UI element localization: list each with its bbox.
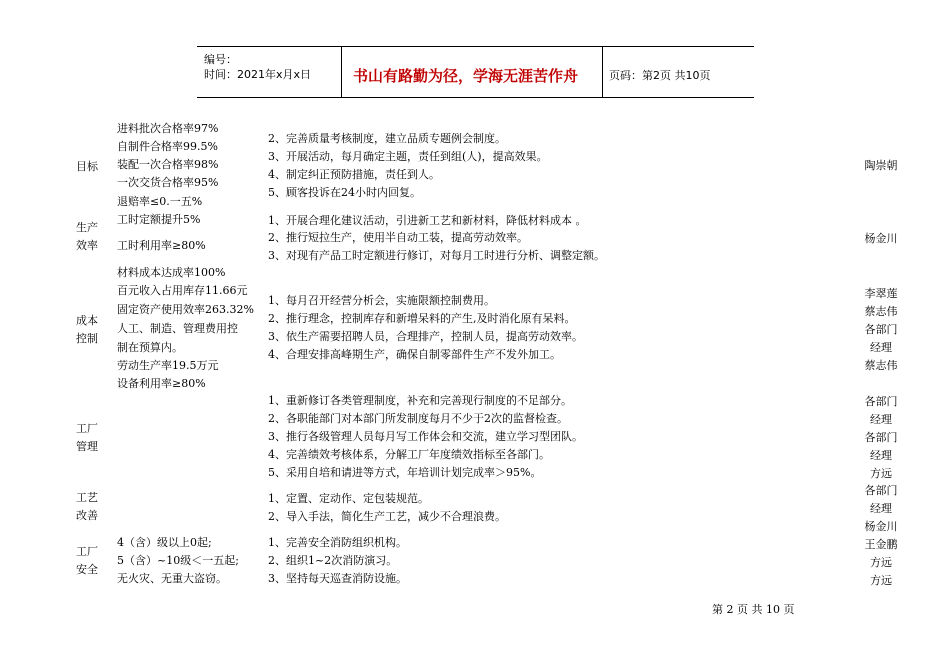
section-title: 成本: [76, 314, 98, 327]
header-divider: [602, 47, 603, 97]
document-time-label: 时间：2021年x月x日: [204, 68, 312, 81]
responsible-person: 经理: [870, 341, 892, 354]
measure-item: 2、推行理念，控制库存和新增呆料的产生,及时消化原有呆料。: [268, 312, 576, 325]
section-title: 生产: [76, 221, 98, 234]
measure-item: 1、重新修订各类管理制度，补充和完善现行制度的不足部分。: [268, 394, 572, 407]
section-title: 工艺: [76, 491, 98, 504]
responsible-person: 各部门: [864, 484, 898, 497]
measure-item: 3、开展活动，每月确定主题，责任到组(人)，提高效果。: [268, 150, 548, 163]
measure-item: 4、合理安排高峰期生产，确保自制零部件生产不发外加工。: [268, 348, 561, 361]
header-divider: [341, 47, 342, 97]
target-item: 工时定额提升5%: [117, 213, 201, 226]
responsible-person: 方远: [870, 556, 892, 569]
section-title: 控制: [76, 332, 98, 345]
responsible-person: 各部门: [864, 431, 898, 444]
target-item: 设备利用率≥80%: [117, 377, 206, 390]
measure-item: 1、开展合理化建议活动，引进新工艺和新材料，降低材料成本 。: [268, 214, 587, 227]
section-title: 目标: [76, 160, 98, 173]
measure-item: 2、组织1~2次消防演习。: [268, 554, 398, 567]
responsible-person: 经理: [870, 449, 892, 462]
responsible-person: 方远: [870, 467, 892, 480]
responsible-person: 蔡志伟: [864, 305, 898, 318]
target-item: 4（含）级以上0起;: [117, 536, 212, 549]
responsible-person: 方远: [870, 574, 892, 587]
section-title: 改善: [76, 509, 98, 522]
measure-item: 3、对现有产品工时定额进行修订，对每月工时进行分析、调整定额。: [268, 249, 605, 262]
measure-item: 4、完善绩效考核体系，分解工厂年度绩效指标至各部门。: [268, 448, 550, 461]
header-motto: 书山有路勤为径，学海无涯苦作舟: [353, 67, 579, 85]
target-item: 无火灾、无重大盗窃。: [117, 572, 227, 585]
target-item: 一次交货合格率95%: [117, 176, 219, 189]
page-header: [197, 46, 754, 98]
target-item: 进料批次合格率97%: [117, 122, 219, 135]
document-number-label: 编号：: [204, 53, 237, 66]
target-item: 制在预算内。: [117, 341, 183, 354]
measure-item: 3、坚持每天巡查消防设施。: [268, 572, 407, 585]
section-title: 效率: [76, 239, 98, 252]
responsible-person: 各部门: [864, 395, 898, 408]
target-item: 劳动生产率19.5万元: [117, 359, 219, 372]
section-title: 工厂: [76, 422, 98, 435]
target-item: 装配一次合格率98%: [117, 158, 219, 171]
target-item: 人工、制造、管理费用控: [117, 322, 238, 335]
responsible-person: 王金鹏: [864, 538, 898, 551]
responsible-person: 杨金川: [864, 520, 898, 533]
measure-item: 1、完善安全消防组织机构。: [268, 536, 407, 549]
measure-item: 2、推行短拉生产，使用半自动工装，提高劳动效率。: [268, 231, 528, 244]
responsible-person: 经理: [870, 413, 892, 426]
section-title: 管理: [76, 440, 98, 453]
measure-item: 3、依生产需要招聘人员，合理排产，控制人员，提高劳动效率。: [268, 330, 583, 343]
header-page-label: 页码：第2页 共10页: [609, 69, 711, 82]
measure-item: 1、每月召开经营分析会，实施限额控制费用。: [268, 294, 495, 307]
responsible-person: 李翠莲: [864, 287, 898, 300]
responsible-person: 杨金川: [864, 232, 898, 245]
measure-item: 2、各职能部门对本部门所发制度每月不少于2次的监督检查。: [268, 412, 568, 425]
section-title: 安全: [76, 563, 98, 576]
responsible-person: 蔡志伟: [864, 359, 898, 372]
target-item: 退赔率≤0.一五%: [117, 195, 203, 208]
target-item: 5（含）~10级＜一五起;: [117, 554, 239, 567]
section-title: 工厂: [76, 545, 98, 558]
target-item: 自制件合格率99.5%: [117, 140, 218, 153]
measure-item: 2、导入手法，简化生产工艺，减少不合理浪费。: [268, 510, 506, 523]
responsible-person: 各部门: [864, 323, 898, 336]
target-item: 材料成本达成率100%: [117, 266, 226, 279]
target-item: 工时利用率≥80%: [117, 239, 206, 252]
measure-item: 1、定置、定动作、定包装规范。: [268, 492, 429, 505]
target-item: 固定资产使用效率263.32%: [117, 303, 254, 316]
measure-item: 5、采用自培和请进等方式，年培训计划完成率＞95%。: [268, 466, 542, 479]
responsible-person: 陶崇朝: [864, 159, 898, 172]
measure-item: 5、顾客投诉在24小时内回复。: [268, 186, 421, 199]
target-item: 百元收入占用库存11.66元: [117, 284, 248, 297]
page-footer: 第 2 页 共 10 页: [712, 603, 795, 616]
measure-item: 2、完善质量考核制度，建立品质专题例会制度。: [268, 132, 506, 145]
measure-item: 3、推行各级管理人员每月写工作体会和交流，建立学习型团队。: [268, 430, 583, 443]
measure-item: 4、制定纠正预防措施，责任到人。: [268, 168, 440, 181]
responsible-person: 经理: [870, 502, 892, 515]
